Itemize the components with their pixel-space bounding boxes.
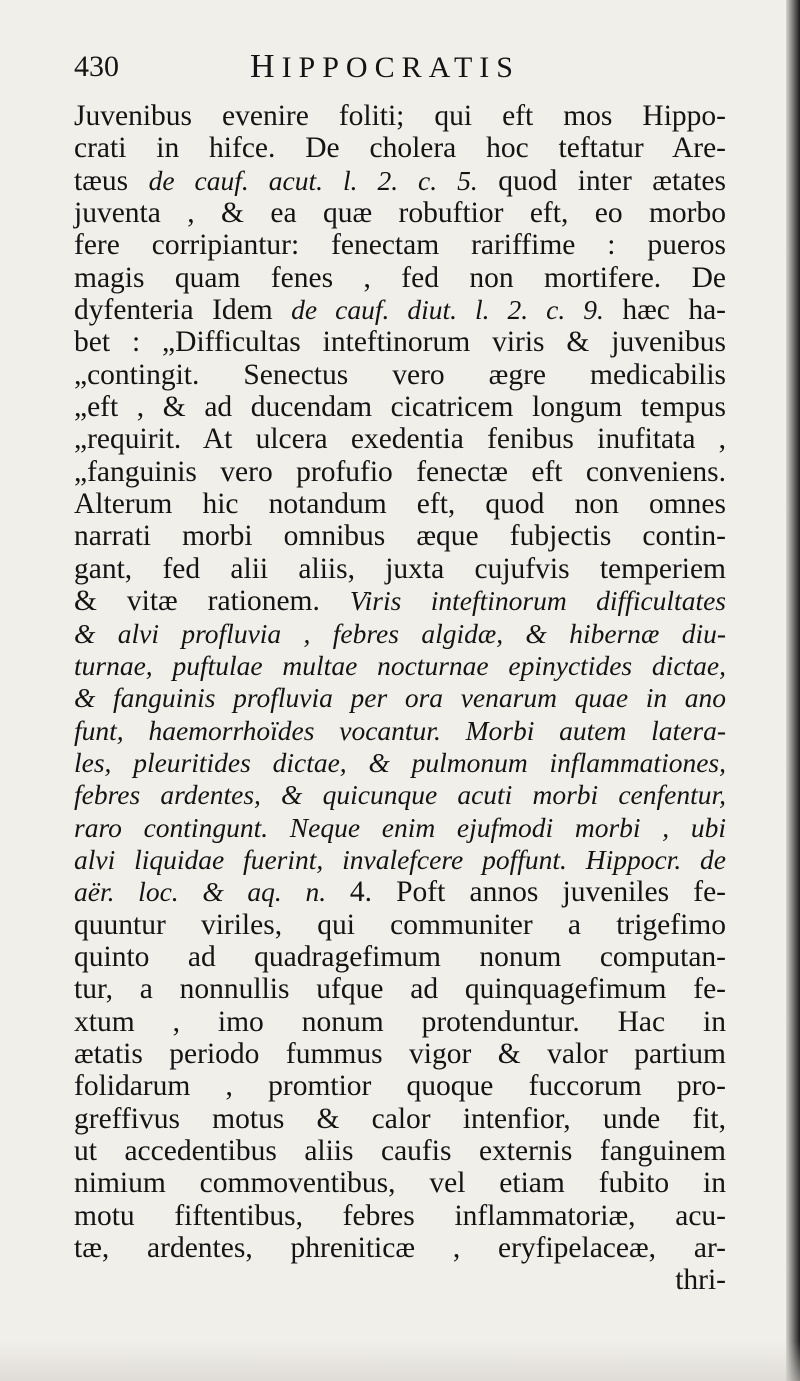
- roman-run: tæ, ardentes, phreniticæ , eryfipelaceæ, ar-: [74, 1232, 726, 1265]
- page-number: 430: [74, 50, 119, 83]
- text-line: [74, 1006, 726, 1038]
- text-line-content: [74, 585, 726, 617]
- italic-run: raro contingunt. Neque enim ejufmodi morbi , ubi: [74, 811, 726, 843]
- roman-run: dyfenteria Idem: [74, 294, 292, 327]
- italic-run: febres ardentes, & quicunque acuti morbi cenfentur,: [74, 779, 726, 811]
- text-line: [74, 294, 726, 326]
- roman-run: motu fiftentibus, febres inflammatoriæ, acu-: [74, 1199, 726, 1232]
- roman-run: crati in hifce. De cholera hoc teftatur Are-: [74, 132, 726, 165]
- roman-run: xtum , imo nonum protenduntur. Hac in: [74, 1005, 726, 1038]
- text-line: [74, 618, 726, 650]
- roman-run: quuntur viriles, qui communiter a trigefimo: [74, 908, 726, 941]
- text-line-content: [74, 359, 726, 391]
- text-line-content: [74, 1070, 726, 1102]
- roman-run: 4. Poft annos juveniles fe-: [349, 876, 726, 909]
- roman-run: narrati morbi omnibus æque fubjectis contin-: [74, 520, 726, 553]
- roman-run: fere corripiantur: fenectam rariffime : pueros: [74, 229, 726, 262]
- text-line-content: [74, 1200, 726, 1232]
- text-line: [74, 262, 726, 294]
- roman-run: quod inter ætates: [477, 164, 726, 197]
- roman-run: Alterum hic notandum eft, quod non omnes: [74, 488, 726, 521]
- text-line-content: [74, 747, 726, 779]
- roman-run: greffivus motus & calor intenfior, unde fit,: [74, 1102, 726, 1135]
- text-line-content: [74, 553, 726, 585]
- text-line-content: [74, 1167, 726, 1199]
- roman-run: folidarum , promtior quoque fuccorum pro-: [74, 1070, 726, 1103]
- page-bottom-shade: [0, 1341, 800, 1381]
- roman-run: ætatis periodo fummus vigor & valor partium: [74, 1037, 726, 1070]
- text-line: [74, 553, 726, 585]
- text-line: [74, 391, 726, 423]
- text-line-content: [74, 1103, 726, 1135]
- text-line: [74, 1264, 726, 1296]
- roman-run: „requirit. At ulcera exedentia fenibus inufitata ,: [74, 423, 726, 456]
- text-line: [74, 488, 726, 520]
- roman-run: & vitæ rationem.: [74, 585, 350, 618]
- text-line-content: [74, 262, 726, 294]
- text-line-content: [74, 456, 726, 488]
- text-line-content: [74, 682, 726, 714]
- text-line-content: [74, 100, 726, 132]
- italic-run: & fanguinis profluvia per ora venarum quae in ano: [74, 682, 726, 714]
- roman-run: bet : „Difficultas inteftinorum viris & juvenibus: [74, 326, 726, 359]
- text-line-content: [74, 1038, 726, 1070]
- roman-run: tur, a nonnullis ufque ad quinquagefimum fe-: [74, 973, 726, 1006]
- text-line-content: [74, 650, 726, 682]
- text-line-content: [74, 520, 726, 552]
- italic-run: & alvi profluvia , febres algidæ, & hibernæ diu-: [74, 617, 726, 649]
- roman-run: juventa , & ea quæ robuftior eft, eo morbo: [74, 197, 726, 230]
- text-line: [74, 1103, 726, 1135]
- text-line: [74, 844, 726, 876]
- text-line: [74, 520, 726, 552]
- italic-run: aër. loc. & aq. n.: [74, 876, 350, 908]
- text-line-content: [74, 165, 726, 197]
- text-line-content: [74, 229, 726, 261]
- roman-run: nimium commoventibus, vel etiam fubito in: [74, 1167, 726, 1200]
- text-line-content: [74, 391, 726, 423]
- italic-run: de cauf. acut. l. 2. c. 5.: [148, 164, 478, 196]
- text-line-content: [74, 844, 726, 876]
- roman-run: magis quam fenes , fed non mortifere. De: [74, 261, 726, 294]
- roman-run: gant, fed alii aliis, juxta cujufvis temperiem: [74, 552, 726, 585]
- roman-run: „fanguinis vero profufio fenectæ eft conveniens.: [74, 455, 726, 488]
- roman-run: quinto ad quadragefimum nonum computan-: [74, 940, 726, 973]
- text-line: [74, 1135, 726, 1167]
- text-line: [74, 682, 726, 714]
- text-line: [74, 100, 726, 132]
- text-line: [74, 876, 726, 908]
- running-head-rest: IPPOCRATIS: [281, 51, 520, 84]
- text-line: [74, 715, 726, 747]
- text-line-content: [74, 973, 726, 1005]
- text-line-content: [74, 132, 726, 164]
- text-line: [74, 229, 726, 261]
- text-line: [74, 132, 726, 164]
- text-line-content: [74, 488, 726, 520]
- text-line-content: [74, 715, 726, 747]
- roman-run: tæus: [74, 164, 149, 197]
- italic-run: de cauf. diut. l. 2. c. 9.: [291, 294, 604, 326]
- text-line: [74, 1200, 726, 1232]
- body-text: [74, 100, 726, 1297]
- page-edge-shadow: [786, 0, 800, 1381]
- italic-run: turnae, puftulae multae nocturnae epinyctides dictae,: [74, 649, 726, 681]
- roman-run: „contingit. Senectus vero ægre medicabilis: [74, 358, 726, 391]
- text-line-content: [74, 1264, 726, 1296]
- text-line: [74, 1070, 726, 1102]
- italic-run: alvi liquidae fuerint, invalefcere poffunt. Hippocr. de: [74, 843, 726, 875]
- text-line: [74, 941, 726, 973]
- text-line: [74, 973, 726, 1005]
- text-line: [74, 1232, 726, 1264]
- roman-run: Juvenibus evenire foliti; qui eft mos Hippo-: [74, 100, 726, 132]
- roman-run: „eft , & ad ducendam cicatricem longum tempus: [74, 391, 726, 424]
- text-line: [74, 747, 726, 779]
- italic-run: les, pleuritides dictae, & pulmonum inflammationes,: [74, 746, 726, 778]
- text-line: [74, 1038, 726, 1070]
- text-line-content: [74, 1232, 726, 1264]
- text-line-content: [74, 423, 726, 455]
- text-line: [74, 1167, 726, 1199]
- text-line-content: [74, 812, 726, 844]
- roman-run: hæc ha-: [603, 294, 727, 327]
- running-head: [250, 48, 520, 86]
- running-head-initial: H: [250, 48, 282, 85]
- text-line-content: [74, 909, 726, 941]
- text-line-content: [74, 326, 726, 358]
- text-line-content: [74, 1135, 726, 1167]
- text-line-content: [74, 941, 726, 973]
- text-line-content: [74, 876, 726, 908]
- text-line: [74, 197, 726, 229]
- text-line-content: [74, 618, 726, 650]
- text-line-content: [74, 294, 726, 326]
- text-line-content: [74, 779, 726, 811]
- page-header: [74, 44, 724, 88]
- text-line: [74, 326, 726, 358]
- text-line: [74, 650, 726, 682]
- text-line: [74, 779, 726, 811]
- italic-run: funt, haemorrhoïdes vocantur. Morbi autem latera-: [74, 714, 726, 746]
- text-line: [74, 359, 726, 391]
- roman-run: thri-: [675, 1264, 726, 1297]
- text-line: [74, 456, 726, 488]
- text-line: [74, 909, 726, 941]
- text-line: [74, 423, 726, 455]
- italic-run: Viris inteftinorum difficultates: [349, 585, 726, 617]
- text-line: [74, 165, 726, 197]
- text-line: [74, 812, 726, 844]
- text-line-content: [74, 1006, 726, 1038]
- text-line-content: [74, 197, 726, 229]
- text-line: [74, 585, 726, 617]
- roman-run: ut accedentibus aliis caufis externis fanguinem: [74, 1135, 726, 1167]
